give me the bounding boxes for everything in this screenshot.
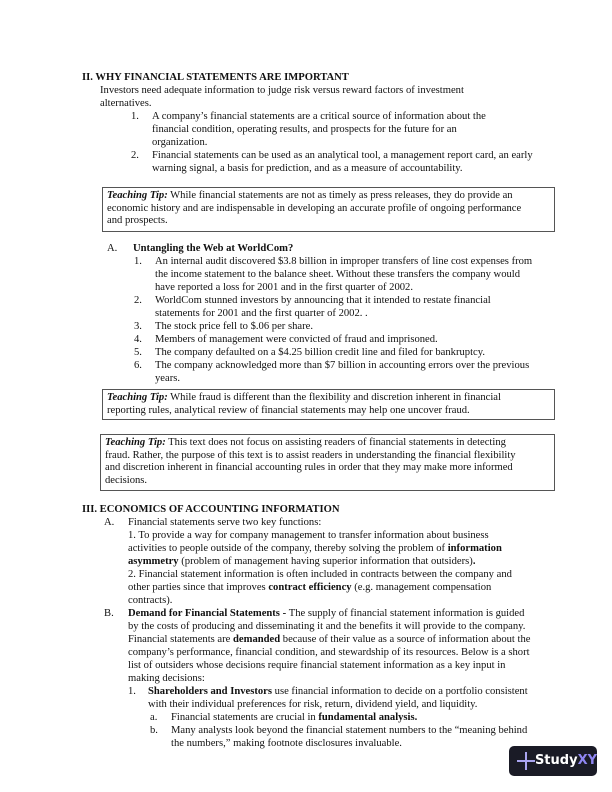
list-item-number: 1. (128, 686, 136, 697)
list-item-text: organization. (152, 137, 208, 148)
text: Financial statements are (128, 634, 234, 645)
list-item-text: the numbers,” making footnote disclosures invaluable. (171, 738, 402, 749)
bold-term: demanded (233, 634, 281, 645)
list-item-number: 5. (134, 347, 142, 358)
list-item-text: WorldCom stunned investors by announcing that it intended to restate financial (155, 295, 491, 306)
list-item-text: the income statement to the balance sheet. Without these transfers the company would (155, 269, 521, 280)
subsection-letter: A. (107, 243, 118, 254)
text: because of their value as a source of information about the (280, 634, 531, 645)
text: Financial statements are crucial in (171, 712, 319, 723)
list-item-text (148, 686, 528, 699)
text: (e.g. management compensation (351, 582, 492, 593)
text: . (472, 556, 476, 567)
list-item-text: Financial statements can be used as an analytical tool, a management report card, an early (152, 150, 533, 161)
teaching-tip-label: Teaching Tip: (105, 437, 166, 448)
text: use financial information to decide on a portfolio consistent (272, 686, 528, 697)
badge-text-main: Study (534, 752, 578, 768)
subsection-letter: B. (104, 608, 114, 619)
paragraph-line: making decisions: (128, 673, 205, 684)
paragraph-line: list of outsiders whose decisions require financial statement information as a key input in (128, 660, 506, 671)
teaching-tip-text: While fraud is different than the flexibility and discretion inherent in financial (167, 392, 501, 403)
bold-term: information (447, 543, 502, 554)
paragraph-line (128, 543, 502, 556)
list-item-number: 6. (134, 360, 142, 371)
bold-term: Shareholders and Investors (148, 686, 273, 697)
list-item-text: statements for 2001 and the first quarter of 2002. . (155, 308, 368, 319)
list-item-text: financial condition, operating results, and prospects for the future for an (152, 124, 457, 135)
paragraph-line: by the costs of producing and disseminating it and the benefits it will provide to the company. (128, 621, 526, 632)
teaching-tip-label: Teaching Tip: (107, 392, 168, 403)
teaching-tip-line: and prospects. (107, 215, 168, 227)
list-item-number: 2. (131, 150, 139, 161)
bold-term: contract efficiency (268, 582, 352, 593)
teaching-tip-box (102, 389, 555, 420)
text: (problem of management having superior information that outsiders) (178, 556, 473, 567)
list-item-letter: b. (150, 725, 158, 736)
subsection-title: Demand for Financial Statements - (128, 608, 289, 619)
teaching-tip-label: Teaching Tip: (107, 190, 168, 201)
list-item-text: warning signal, a basis for prediction, and as a measure of accountability. (152, 163, 463, 174)
badge-text (534, 752, 597, 768)
list-item-text: An internal audit discovered $3.8 billion in improper transfers of line cost expenses from (155, 256, 533, 267)
list-item-number: 1. (134, 256, 142, 267)
list-item-text: with their individual preferences for risk, return, dividend yield, and liquidity. (148, 699, 478, 710)
paragraph-line (128, 582, 491, 595)
teaching-tip-line: decisions. (105, 474, 148, 486)
section-ii-intro-line1: Investors need adequate information to judge risk versus reward factors of investment (100, 85, 464, 96)
teaching-tip-line: and discretion inherent in financial accounting rules in order that they may make more informed (105, 462, 513, 474)
list-item-text: A company’s financial statements are a critical source of information about the (152, 111, 486, 122)
plus-icon (515, 750, 530, 772)
text: The supply of financial statement information is guided (288, 608, 525, 619)
teaching-tip-line (105, 437, 550, 450)
paragraph-line: contracts). (128, 595, 173, 606)
teaching-tip-line (107, 190, 550, 203)
teaching-tip-line: fraud. Rather, the purpose of this text is to assist readers in understanding the financial flexibility (105, 449, 516, 461)
bold-term: asymmetry (128, 556, 179, 567)
teaching-tip-line (107, 392, 550, 405)
list-item-letter: a. (150, 712, 158, 723)
subsection-title: Financial statements serve two key functions: (128, 517, 322, 528)
paragraph-line (128, 608, 524, 621)
section-iii-heading: III. ECONOMICS OF ACCOUNTING INFORMATION (82, 504, 340, 515)
list-item-text: The company acknowledged more than $7 billion in accounting errors over the previous (155, 360, 530, 371)
paragraph-line (128, 634, 530, 647)
teaching-tip-box (102, 187, 555, 232)
paragraph-line: 1. To provide a way for company management to transfer information about business (128, 530, 489, 541)
bold-term: fundamental analysis. (318, 712, 418, 723)
list-item-number: 3. (134, 321, 142, 332)
paragraph-line: company’s performance, financial condition, and stewardship of its resources. Below is a short (128, 647, 530, 658)
list-item-text (171, 712, 417, 725)
section-ii-heading: II. WHY FINANCIAL STATEMENTS ARE IMPORTANT (82, 72, 349, 83)
text: other parties since that improves (128, 582, 269, 593)
section-ii-intro-line2: alternatives. (100, 98, 152, 109)
list-item-text: The stock price fell to $.06 per share. (155, 321, 313, 332)
teaching-tip-box (100, 434, 555, 491)
studyxy-badge[interactable] (509, 746, 597, 776)
paragraph-line: 2. Financial statement information is often included in contracts between the company and (128, 569, 512, 580)
list-item-text: Members of management were convicted of fraud and imprisoned. (155, 334, 438, 345)
list-item-number: 1. (131, 111, 139, 122)
list-item-text: have reported a loss for 2001 and in the first quarter of 2002. (155, 282, 414, 293)
teaching-tip-text: This text does not focus on assisting readers of financial statements in detecting (165, 437, 506, 448)
subsection-letter: A. (104, 517, 115, 528)
teaching-tip-text: While financial statements are not as timely as press releases, they do provide an (167, 190, 513, 201)
teaching-tip-line: economic history and are indispensable in developing an accurate profile of ongoing performance (107, 202, 522, 214)
badge-text-accent: XY (577, 752, 597, 768)
list-item-text: years. (155, 373, 180, 384)
list-item-number: 2. (134, 295, 142, 306)
paragraph-line (128, 556, 475, 569)
list-item-number: 4. (134, 334, 142, 345)
text: activities to people outside of the company, thereby solving the problem of (128, 543, 448, 554)
subsection-title: Untangling the Web at WorldCom? (133, 243, 294, 254)
list-item-text: The company defaulted on a $4.25 billion credit line and filed for bankruptcy. (155, 347, 485, 358)
list-item-text: Many analysts look beyond the financial statement numbers to the “meaning behind (171, 725, 528, 736)
teaching-tip-line: reporting rules, analytical review of financial statements may help one uncover fraud. (107, 404, 470, 416)
